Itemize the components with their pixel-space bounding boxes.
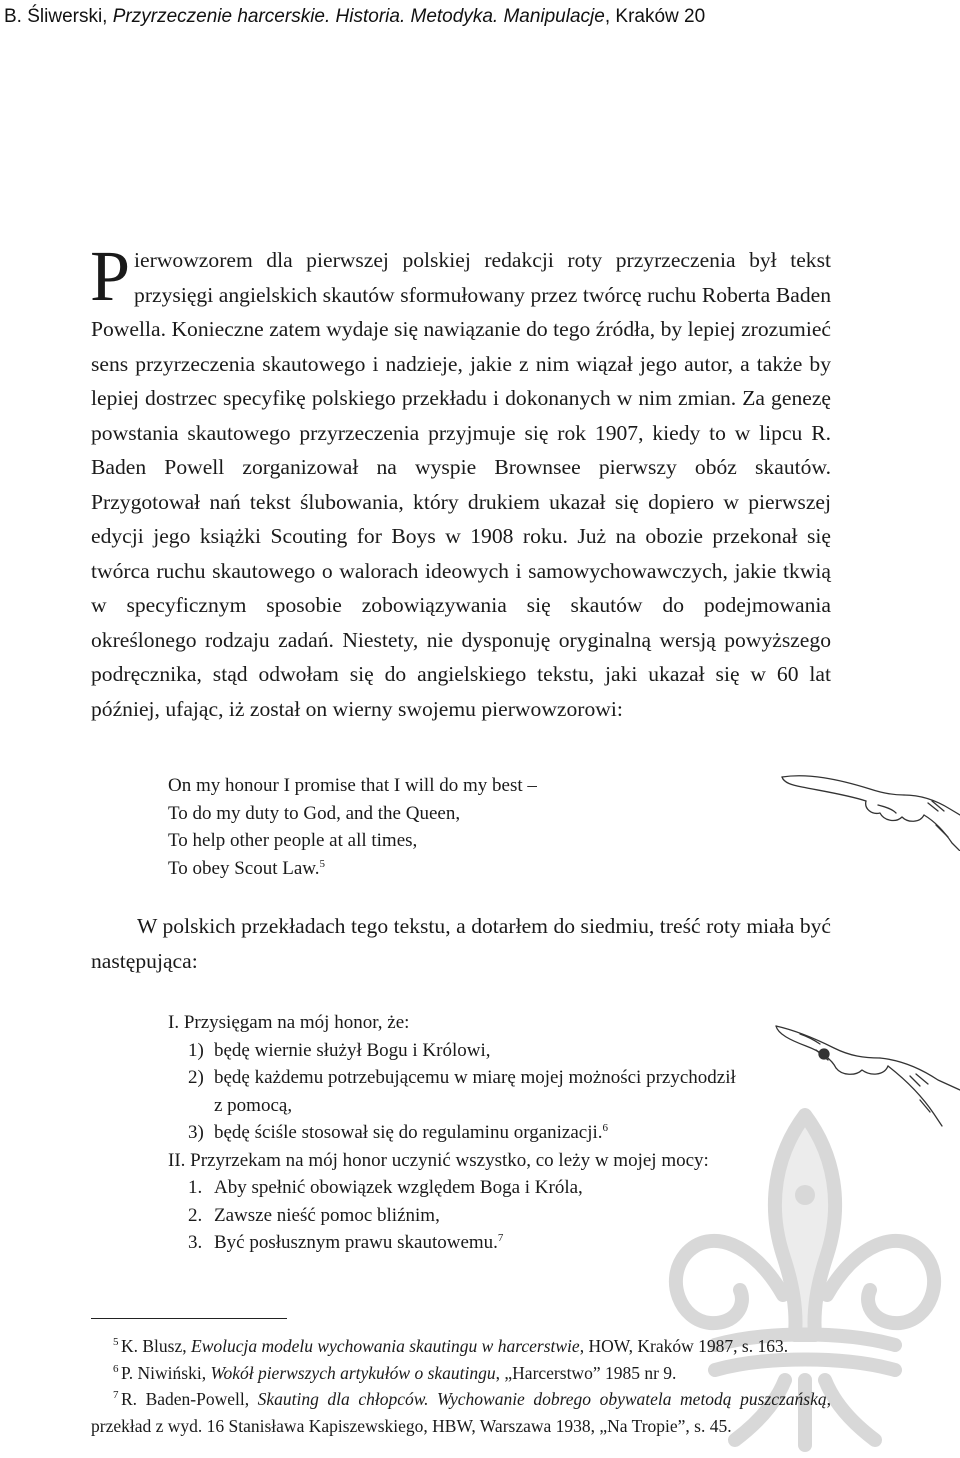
running-head: [4, 6, 705, 28]
list-item: 1. Aby spełnić obowiązek względem Boga i Króla,: [188, 1177, 583, 1198]
translations-paragraph: [91, 909, 831, 978]
version-1-heading: I. Przysięgam na mój honor, że:: [168, 1012, 410, 1033]
intro-text-2: Konieczne zatem wydaje się nawiązanie do tego źródła, by lepiej zrozumieć sens przyrzeczenia skautowego i nadzieje, jakie z nim wiązał jego autor, a także by lepiej dostrzec specyfikę polskiego przekładu i dokonanych w nim zmian. Za genezę powstania skautowego przyrzeczenia przyjmuje się rok 1907, kiedy to w lipcu R. Baden Powell zorganizował na wyspie Brownsee pierwszy obóz skautów. Przygotował nań tekst ślubowania, który drukiem ukazał się dopiero w pierwszej edycji jego książki Scouting for Boys w 1908 roku. Już na obozie przekonał się twórca ruchu skautowego o walorach ideowych i samowychowawczych, jakie tkwią w specyficznym sposobie zobowiązywania się skautów do podejmowania określonego rodzaju zadań. Niestety, nie dysponuję oryginalną wersją powyższego podręcznika, stąd odwołam się do angielskiego tekstu, jaki ukazał się w 60 lat później, ufając, iż został on wierny swojemu pierwowzorowi:: [91, 317, 831, 721]
list-item: 1) będę wiernie służył Bogu i Królowi,: [188, 1039, 491, 1061]
header-place: , Kraków 20: [604, 6, 706, 27]
list-item: 3) będę ściśle stosował się do regulaminu organizacji.$^6$: [188, 1122, 609, 1143]
english-oath-block: [168, 772, 537, 882]
footnote-ref: 7: [497, 1232, 504, 1244]
list-item: 3. Być posłusznym prawu skautowemu.$^7$: [188, 1232, 504, 1253]
polish-versions-list: [168, 1009, 768, 1257]
header-title: Przyrzeczenie harcerskie. Historia. Metodyka. Manipulacje: [112, 6, 605, 27]
footnote-number: 6: [113, 1362, 119, 1375]
oath-line: To help other people at all times,: [168, 830, 418, 851]
oath-line: To do my duty to God, and the Queen,: [168, 802, 461, 824]
list-item-continuation: z pomocą,: [214, 1094, 293, 1116]
drop-cap: P: [90, 236, 131, 316]
footnote-number: 5: [113, 1336, 119, 1348]
pointing-hand-icon: [770, 1020, 960, 1130]
footnotes: [91, 1333, 831, 1439]
footnote-ref: 5: [319, 857, 326, 870]
pointing-hand-icon: [778, 765, 960, 851]
footnote: 7 R. Baden-Powell, Skauting dla chłopców. Wychowanie dobrego obywatela metodą puszczańską, przekład z wyd. 16 Stanisława Kapiszewskiego, HBW, Warszawa 1938, „Na Tropie”, s. 45.: [91, 1386, 831, 1439]
list-item: 2. Zawsze nieść pomoc bliźnim,: [188, 1204, 440, 1226]
oath-line-text: To obey Scout Law.: [168, 857, 320, 879]
translations-intro: W polskich przekładach tego tekstu, a dotarłem do siedmiu, treść roty miała być następująca:: [91, 914, 831, 973]
list-item: 2) będę każdemu potrzebującemu w miarę mojej możności przychodził: [188, 1067, 736, 1088]
footnote-ref: 6: [602, 1122, 609, 1134]
footnote-number: 7: [113, 1389, 119, 1401]
footnote: 6 P. Niwiński, Wokół pierwszych artykułów o skautingu, „Harcerstwo” 1985 nr 9.: [91, 1360, 831, 1387]
header-author: B. Śliwerski,: [4, 6, 113, 27]
footnote-divider: [91, 1318, 287, 1319]
oath-line: [168, 855, 537, 883]
footnote: 5 K. Blusz, Ewolucja modelu wychowania skautingu w harcerstwie, HOW, Kraków 1987, s. 163.: [91, 1333, 831, 1360]
oath-line: On my honour I promise that I will do my best –: [168, 775, 537, 796]
intro-text-1: ierwowzorem dla pierwszej polskiej redakcji roty przyrzeczenia był tekst przysięgi angielskich skautów sformułowany przez twórcę ruchu Roberta Baden Powella.: [91, 248, 831, 341]
version-2-heading: II. Przyrzekam na mój honor uczynić wszystko, co leży w mojej mocy:: [168, 1149, 709, 1171]
main-paragraph: [90, 236, 831, 726]
